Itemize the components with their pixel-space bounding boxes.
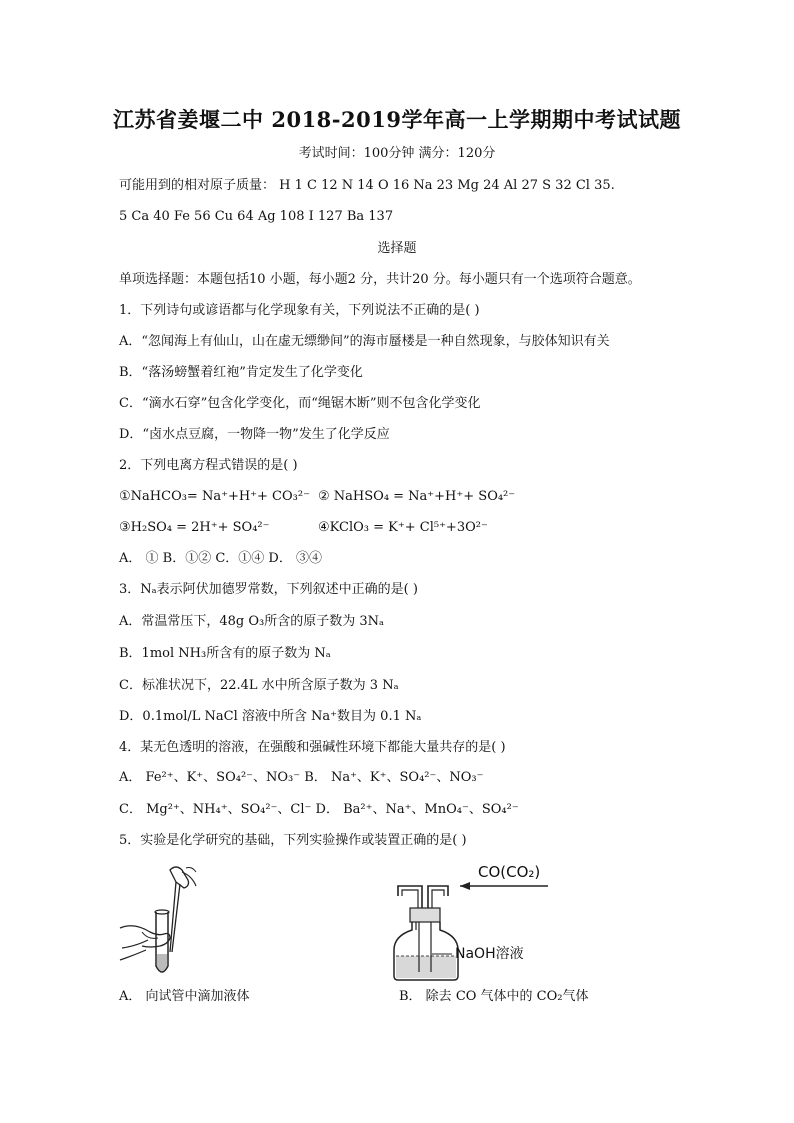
q2-equation-3: ③H₂SO₄ = 2H⁺+ SO₄²⁻ [119, 520, 270, 535]
q3-option-c: C．标准状况下，22.4L 水中所含原子数为 3 Nₐ [119, 678, 399, 693]
q5-caption-b: B． 除去 CO 气体中的 CO₂气体 [399, 989, 589, 1004]
q1-option-b: B．“落汤螃蟹着红袍”肯定发生了化学变化 [119, 365, 363, 380]
arrow-head [460, 882, 470, 890]
exam-info: 考试时间：100分钟 满分：120分 [298, 146, 496, 161]
q1-option-c: C．“滴水石穿”包含化学变化，而“绳锯木断”则不包含化学变化 [119, 396, 481, 411]
q2-equation-4: ④KClO₃ = K⁺+ Cl⁵⁺+3O²⁻ [318, 520, 488, 535]
figure-b-solution-label: NaOH溶液 [455, 946, 524, 962]
page-title: 江苏省姜堰二中 2018-2019学年高一上学期期中考试试题 [113, 107, 681, 132]
q2-stem: 2．下列电离方程式错误的是( ) [119, 458, 298, 473]
q4-stem: 4．某无色透明的溶液，在强酸和强碱性环境下都能大量共存的是( ) [119, 740, 506, 755]
q5-caption-a: A． 向试管中滴加液体 [119, 989, 250, 1004]
q3-option-b: B．1mol NH₃所含有的原子数为 Nₐ [119, 646, 331, 661]
q5-stem: 5．实验是化学研究的基础，下列实验操作或装置正确的是( ) [119, 833, 467, 848]
q4-options-cd: C． Mg²⁺、NH₄⁺、SO₄²⁻、Cl⁻ D． Ba²⁺、Na⁺、MnO₄⁻、SO₄²⁻ [119, 802, 519, 817]
instructions: 单项选择题：本题包括10 小题，每小题2 分，共计20 分。每小题只有一个选项符合题意。 [119, 272, 641, 287]
atomic-masses-line-2: 5 Ca 40 Fe 56 Cu 64 Ag 108 I 127 Ba 137 [119, 209, 394, 224]
q2-equation-1: ①NaHCO₃= Na⁺+H⁺+ CO₃²⁻ [119, 489, 310, 504]
q1-option-a: A．“忽闻海上有仙山，山在虚无缥缈间”的海市蜃楼是一种自然现象，与胶体知识有关 [119, 334, 610, 349]
figure-b-gas-label: CO(CO₂) [478, 863, 541, 881]
atomic-masses-line-1: 可能用到的相对原子质量： H 1 C 12 N 14 O 16 Na 23 Mg 24 Al 27 S 32 Cl 35. [119, 178, 615, 193]
q3-option-a: A．常温常压下，48g O₃所含的原子数为 3Nₐ [119, 614, 385, 629]
q2-equation-2: ② NaHSO₄ = Na⁺+H⁺+ SO₄²⁻ [318, 489, 516, 504]
q1-stem: 1．下列诗句或谚语都与化学现象有关，下列说法不正确的是( ) [119, 303, 480, 318]
section-title: 选择题 [377, 241, 417, 256]
figure-a-dropper-test-tube [112, 862, 232, 982]
q3-stem: 3．Nₐ表示阿伏加德罗常数，下列叙述中正确的是( ) [119, 582, 418, 597]
q2-options: A． ① B．①② C．①④ D． ③④ [119, 551, 322, 566]
q4-options-ab: A． Fe²⁺、K⁺、SO₄²⁻、NO₃⁻ B． Na⁺、K⁺、SO₄²⁻、NO₃⁻ [119, 770, 484, 785]
q3-option-d: D．0.1mol/L NaCl 溶液中所含 Na⁺数目为 0.1 Nₐ [119, 709, 422, 724]
q1-option-d: D．“卤水点豆腐，一物降一物”发生了化学反应 [119, 427, 390, 442]
